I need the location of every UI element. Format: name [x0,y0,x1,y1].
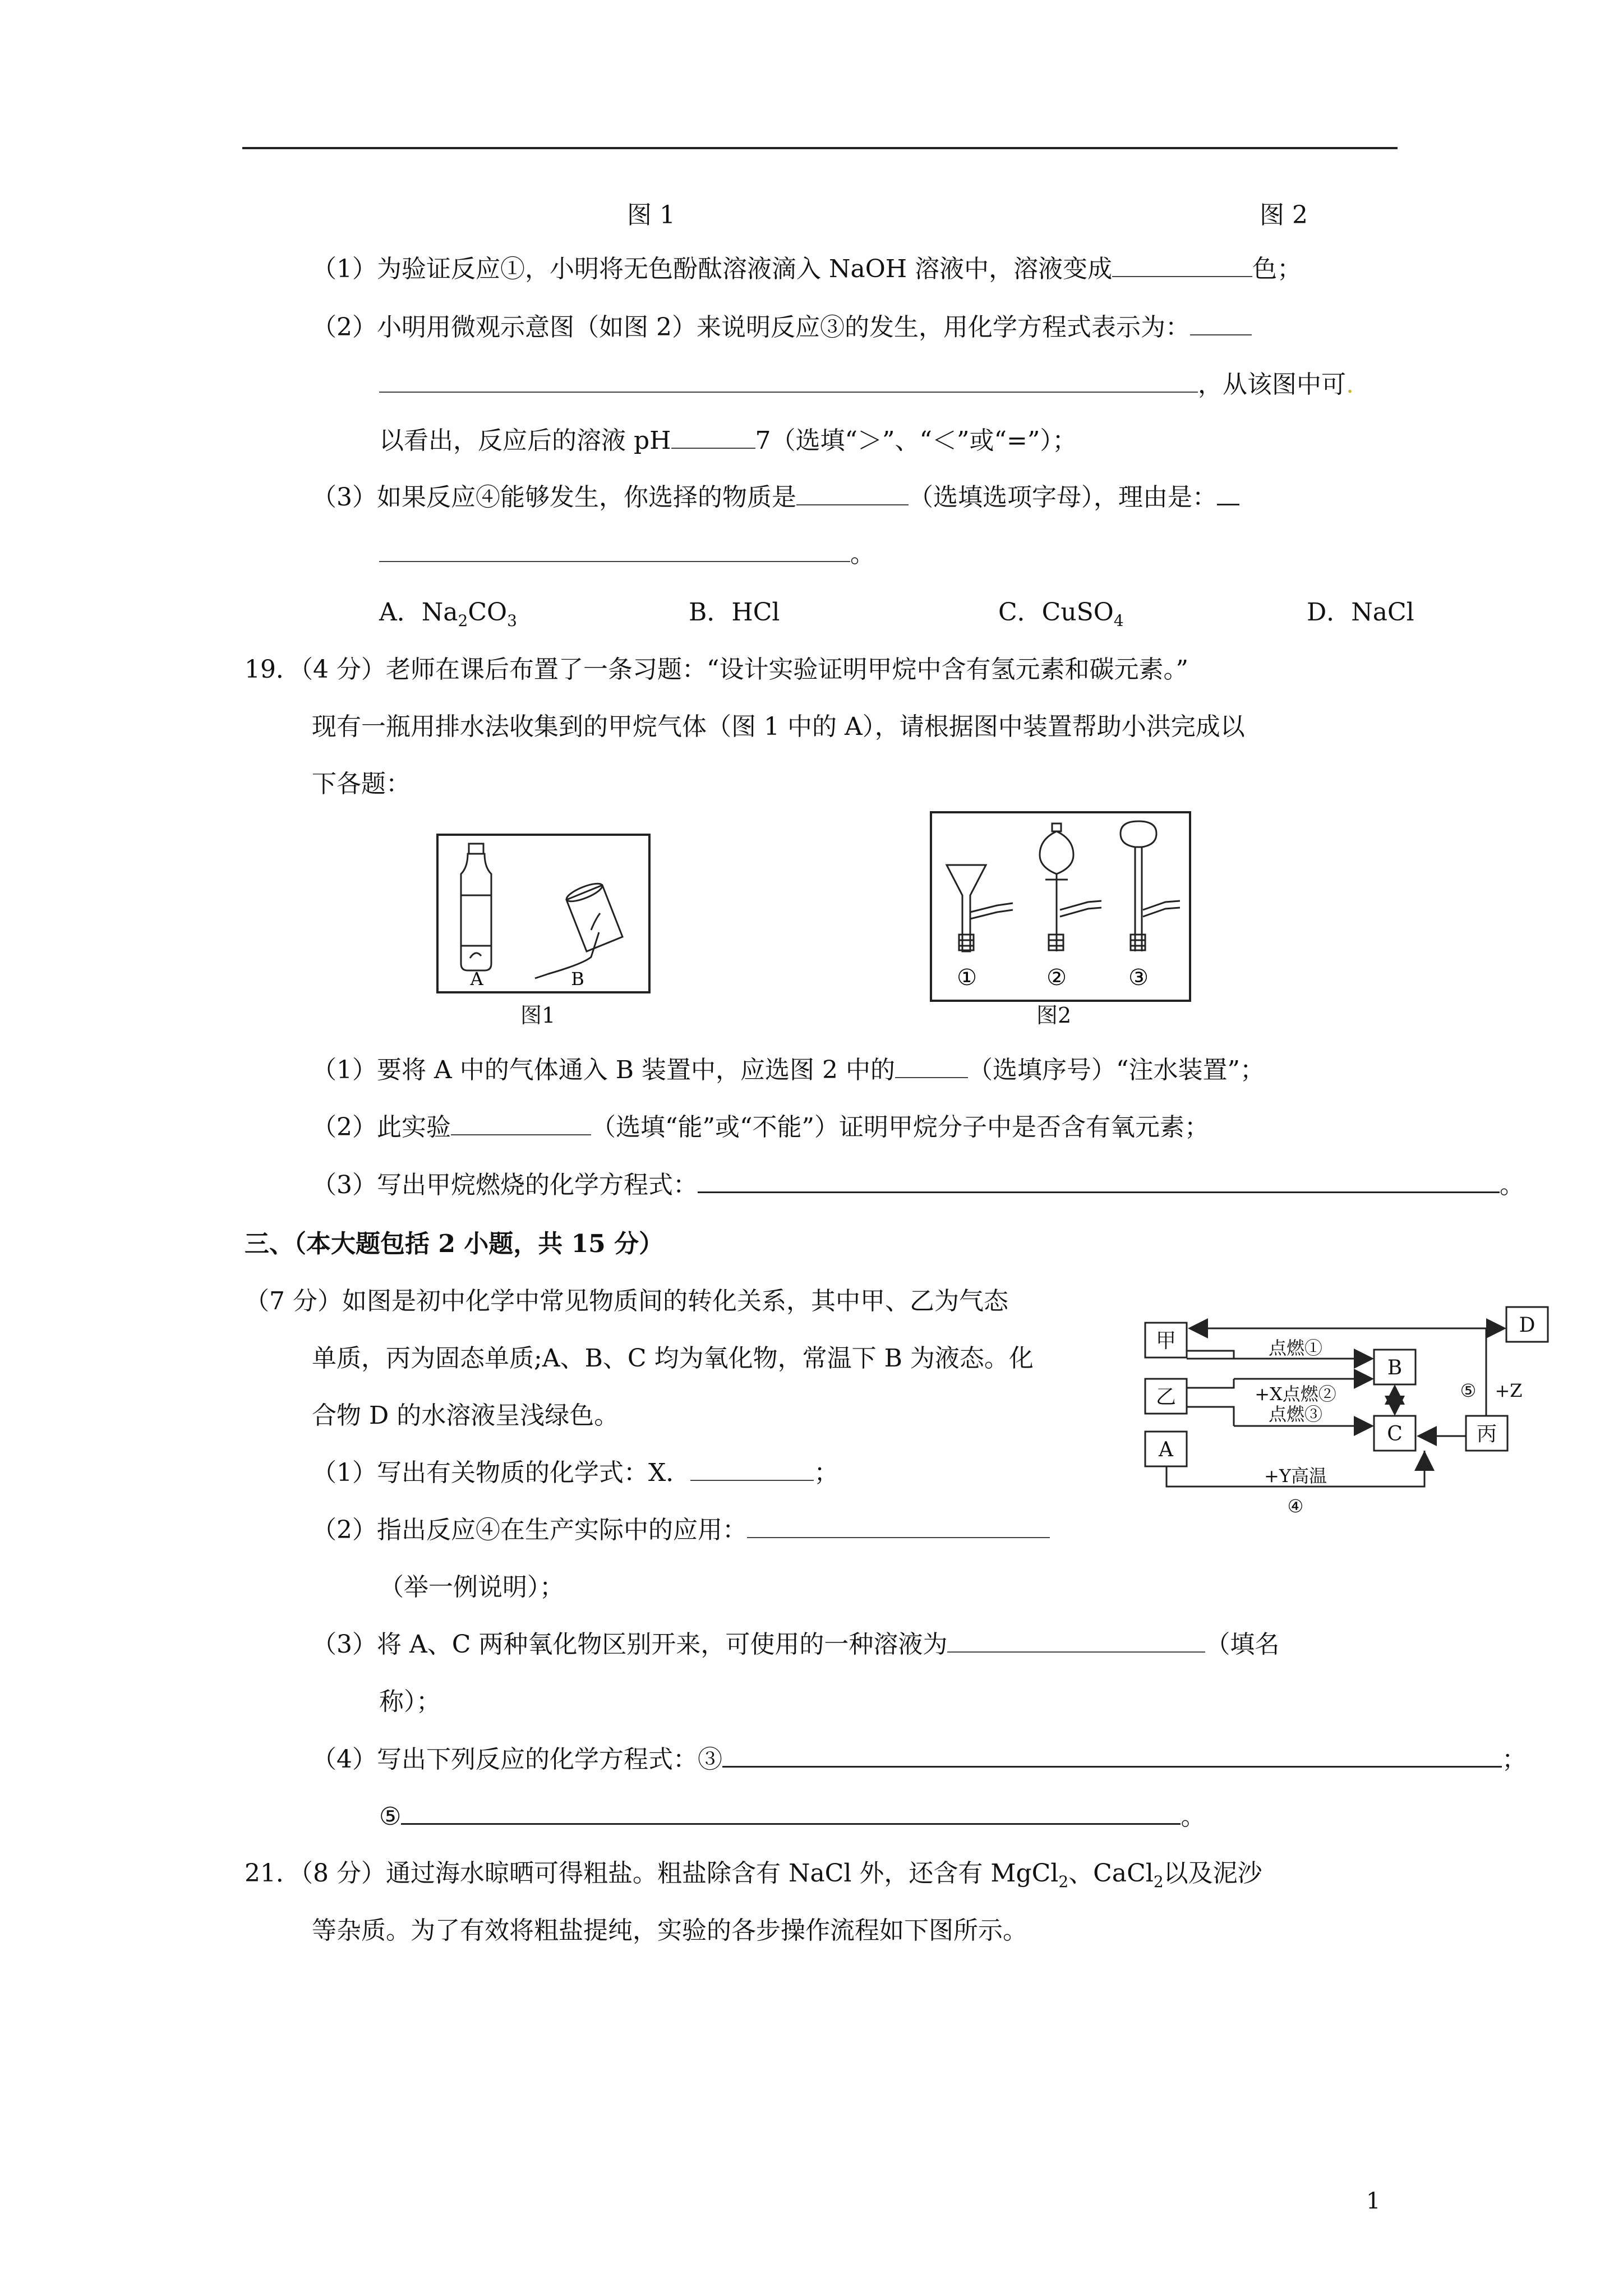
diagram-c: C [1387,1423,1403,1446]
q19-line2: 现有一瓶用排水法收集到的甲烷气体（图 1 中的 A），请根据图中装置帮助小洪完成以 [312,712,1245,741]
diagram-r1: 点燃① [1268,1337,1323,1359]
q18-option-c: C．CuSO$_4$ [998,598,1124,630]
bottle-icon [461,844,491,970]
q18-part1: （1）为验证反应①，小明将无色酚酞溶液滴入 NaOH 溶液中，溶液变成 色； [312,255,1302,283]
diagram-r5: ⑤ [1460,1380,1477,1401]
q18-part2-ph: 以看出，反应后的溶液 pH 7（选填“＞”、“＜”或“=”）； [379,426,1077,455]
q18-part2-cont: ，从该图中可. [379,369,1354,401]
q19-part3: （3）写出甲烷燃烧的化学方程式： 。 [312,1169,1524,1201]
fig1-label-b: B [571,968,584,990]
section3-title: 三、（本大题包括 2 小题，共 15 分） [245,1230,664,1258]
q18-option-b: B．HCl [689,598,780,627]
fig1-label-a: A [470,968,483,990]
q18-part3: （3）如果反应④能够发生，你选择的物质是 （选填选项字母），理由是： [312,481,1239,513]
long-neck-funnel-icon [1121,821,1180,951]
diagram-jia: 甲 [1155,1329,1177,1352]
diagram-r2: +X点燃② [1255,1383,1336,1405]
q19-fig1-caption: 图1 [520,1003,556,1028]
q20-line3: 合物 D 的水溶液呈浅绿色。 [312,1401,619,1430]
q20-part3-cont: 称）； [379,1687,441,1716]
diagram-bing: 丙 [1476,1423,1497,1446]
q20-part2: （2）指出反应④在生产实际中的应用： [312,1515,1050,1546]
diagram-yi: 乙 [1155,1386,1177,1409]
q20-part4-cont: ⑤ 。 [379,1801,1205,1833]
q18-option-a: A．$Na_2CO_3$ [379,598,517,630]
fig2-label-1: ① [957,965,977,991]
q20-part3: （3）将 A、C 两种氧化物区别开来，可使用的一种溶液为 （填名 [312,1630,1280,1659]
funnel-icon [947,865,1013,951]
diagram-b: B [1387,1356,1403,1379]
diagram-z: +Z [1495,1380,1523,1401]
diagram-r3: 点燃③ [1268,1404,1323,1425]
diagram-a: A [1159,1438,1173,1461]
beaker-icon [535,880,623,978]
fig2-caption-top: 图 2 [1260,201,1308,229]
fig2-label-2: ② [1046,965,1067,991]
diagram-r4: +Y高温 [1264,1465,1327,1487]
q18-part3-cont: 。 [379,539,875,570]
q18-part2: （2）小明用微观示意图（如图 2）来说明反应③的发生，用化学方程式表示为： [312,312,1252,343]
fig1-caption-top: 图 1 [627,201,675,229]
q18-option-d: D．NaCl [1307,598,1414,627]
q19-part1: （1）要将 A 中的气体通入 B 装置中，应选图 2 中的 （选填序号）“注水装置”； [312,1056,1265,1084]
q19-figure2 [930,811,1191,1002]
q21-line1: 21．（8 分）通过海水晾晒可得粗盐。粗盐除含有 NaCl 外，还含有 MgCl$_2$、CaCl$_2$以及泥沙 [245,1859,1262,1891]
q20-reaction-diagram [1144,1296,1570,1537]
q20-part2-cont: （举一例说明）； [379,1573,564,1602]
diagram-d: D [1519,1314,1536,1337]
q19-line3: 下各题： [312,770,411,798]
q20-line2: 单质，丙为固态单质;A、B、C 均为氧化物，常温下 B 为液态。化 [312,1344,1034,1373]
top-rule [242,147,1398,149]
q19-figure1 [436,834,651,993]
page-number: 1 [1366,2188,1381,2214]
separatory-funnel-icon [1040,823,1101,951]
q19-fig2-caption: 图2 [1036,1003,1072,1028]
q20-part1: （1）写出有关物质的化学式：X． ； [312,1458,839,1487]
q20-part4: （4）写出下列反应的化学方程式：③ ； [312,1743,1527,1775]
q19-part2: （2）此实验 （选填“能”或“不能”）证明甲烷分子中是否含有氧元素； [312,1113,1209,1142]
diagram-r4n: ④ [1287,1496,1304,1517]
q19-line1: 19．（4 分）老师在课后布置了一条习题：“设计实验证明甲烷中含有氢元素和碳元素。” [245,655,1188,684]
fig2-label-3: ③ [1128,965,1149,991]
q21-line2: 等杂质。为了有效将粗盐提纯，实验的各步操作流程如下图所示。 [312,1916,1027,1945]
q20-line1: （7 分）如图是初中化学中常见物质间的转化关系，其中甲、乙为气态 [245,1287,1008,1315]
